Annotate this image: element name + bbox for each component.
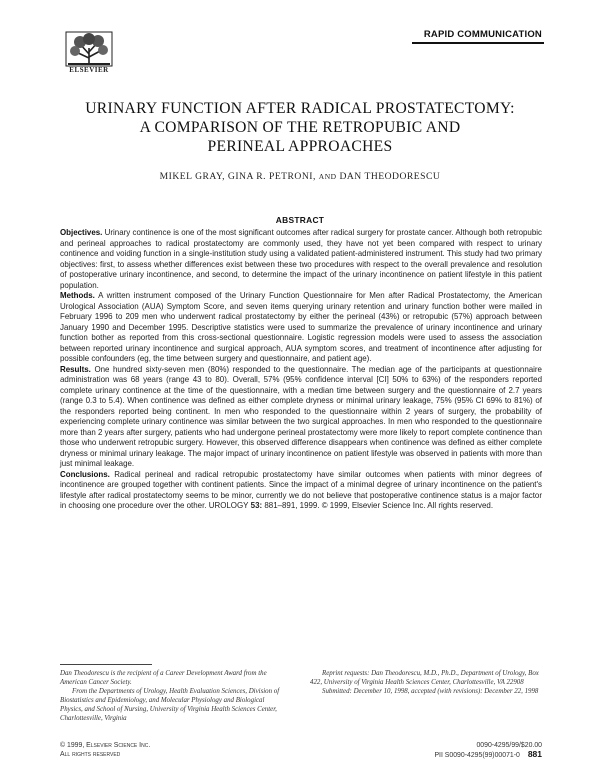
pii-code: PII S0090-4295(99)00071-0 — [434, 752, 520, 759]
article-title — [80, 99, 520, 156]
results-label: Results. — [60, 364, 91, 374]
authors-last: DAN THEODORESCU — [339, 171, 441, 182]
affiliation-note: From the Departments of Urology, Health Evaluation Sciences, Division of Biostatistics and Epidemiology, and Molecular Physiology and Biological Physics, and School of Nursing, University of Virginia Health Sciences Center, Charlottesville, Virginia — [60, 688, 280, 722]
copyright-line: © 1999, Elsevier Science Inc. — [60, 742, 151, 749]
author-list — [60, 171, 540, 182]
title-line: URINARY FUNCTION AFTER RADICAL PROSTATECTOMY: — [85, 100, 515, 117]
copyright-block — [60, 741, 150, 759]
abstract-methods — [60, 291, 542, 365]
authors-and: AND — [318, 172, 337, 181]
page-number: 881 — [527, 749, 542, 759]
pii-line — [434, 750, 542, 760]
issn-line: 0090-4295/99/$20.00 — [476, 742, 542, 749]
elsevier-tree-logo — [60, 30, 118, 82]
reprint-note: Reprint requests: Dan Theodorescu, M.D., Ph.D., Department of Urology, Box 422, University of Virginia Health Sciences Center, Charlottesville, VA 22908 — [310, 670, 539, 686]
objectives-label: Objectives. — [60, 228, 103, 237]
citation-volume: 53: — [250, 501, 263, 510]
objectives-text: Urinary continence is one of the most significant outcomes after radical surgery for prostate cancer. Although both retropubic and perineal approaches to radical prostatectomy are commonly used, they have not yet been compared with respect to urinary continence and voiding function in a single-institution study using a validated patient-administered instrument. This study had two primary objectives: first, to assess whether differences exist between these two procedures with respect to the overall prevalence and resolution of postoperative urinary incontinence, and second, to determine the impact of the urinary incontinence on patient lifestyle in this patient population. — [60, 228, 542, 290]
conclusions-text: Radical perineal and radical retropubic prostatectomy have similar outcomes when patients with minor degrees of incontinence are grouped together with continent patients. Since the impact of a minimal degree of urinary incontinence on the patient's lifestyle after radical prostatectomy seems to be minor, currently we do not believe that postoperative continence status is a major factor in choosing one procedure over the other. — [60, 469, 542, 510]
rights-line: All rights reserved — [60, 751, 121, 758]
funding-note: Dan Theodorescu is the recipient of a Career Development Award from the American Cancer Society. — [60, 670, 267, 686]
footnote-rule — [60, 664, 152, 665]
footnotes-right — [310, 669, 542, 696]
footnotes-left — [60, 669, 288, 723]
citation-journal: UROLOGY — [208, 501, 249, 510]
section-rule — [412, 42, 544, 44]
conclusions-label: Conclusions. — [60, 469, 110, 479]
identifier-block — [434, 741, 542, 760]
results-text: One hundred sixty-seven men (80%) responded to the questionnaire. The median age of the participants at questionnaire administration was 68 years (range 43 to 80). Overall, 57% (95% confidence interval [CI] 50% to 63%) of the responders reported complete urinary continence at the time of the questionnaire, with a median time between surgery and the questionnaire of 2.7 years (range 0.3 to 5.4). When continence was defined as either complete dryness or minimal urinary leakage, 75% (95% CI 69% to 81%) of the responders reported being continent. In men who responded to the questionnaire within 2 years of surgery, the probability of experiencing complete urinary continence was similar between the two surgical approaches. In men who responded to the questionnaire more than 2 years after surgery, patients who had undergone perineal prostatectomy were more likely to report complete continence than those who underwent retropubic surgery. However, this observed difference disappears when continence was defined as either complete dryness or minimal urinary leakage. The major impact of urinary incontinence on patient lifestyle was observed in patients with more than just minimal leakage. — [60, 364, 542, 468]
title-line: PERINEAL APPROACHES — [207, 138, 393, 155]
title-line: A COMPARISON OF THE RETROPUBIC AND — [139, 119, 461, 136]
abstract-conclusions — [60, 470, 542, 512]
section-label: RAPID COMMUNICATION — [423, 29, 542, 40]
abstract-body — [60, 228, 542, 512]
abstract-results — [60, 365, 542, 470]
abstract-heading: ABSTRACT — [275, 215, 325, 225]
authors-first: MIKEL GRAY, GINA R. PETRONI, — [159, 171, 316, 182]
submission-note: Submitted: December 10, 1998, accepted (with revisions): December 22, 1998 — [322, 688, 539, 695]
citation-details: 881–891, 1999. © 1999, Elsevier Science Inc. All rights reserved. — [264, 501, 494, 510]
abstract-objectives — [60, 228, 542, 291]
publisher-name: ELSEVIER — [69, 66, 109, 74]
methods-text: A written instrument composed of the Urinary Function Questionnaire for Men after Radical Prostatectomy, the American Urological Association (AUA) Symptom Score, and seven items querying urinary retention and urinary function bother were mailed in February 1996 to 209 men who underwent radical prostatectomy by either the perineal (43%) or retropubic (57%) approach between January 1990 and December 1995. Descriptive statistics were used to summarize the prevalence of urinary incontinence and urinary function bother as reported from this cross-sectional questionnaire. Logistic regression models were used to assess the association between reported urinary incontinence and surgical approach, AUA symptom scores, and treatment of incontinence after adjusting for possible confounders (eg, the time between surgery and questionnaire, and patient age). — [60, 291, 542, 363]
methods-label: Methods. — [60, 291, 95, 300]
